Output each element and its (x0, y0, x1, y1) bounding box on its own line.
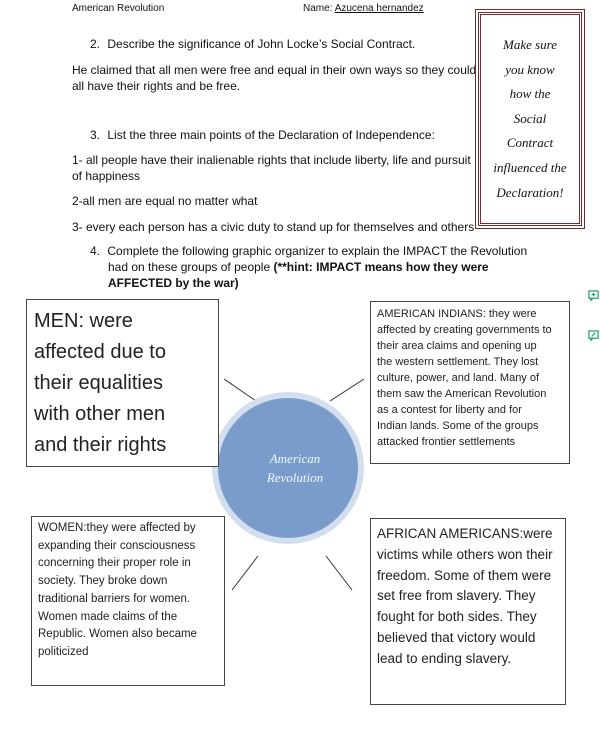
connector-women (232, 556, 258, 590)
question-3-number: 3. (90, 128, 101, 142)
indians-line: the western settlement. They lost (377, 356, 539, 368)
callout-line: you know (505, 61, 555, 77)
point-1-line-1: 1- all people have their inalienable rights that include liberty, life and pursuit (72, 153, 471, 167)
question-4-line-2-regular: had on these groups of people (108, 260, 274, 274)
men-line: MEN: were (34, 310, 133, 332)
indians-line: their area claims and opening up (377, 340, 537, 352)
callout-line: Social (513, 110, 547, 126)
indians-line: them saw the American Revolution (377, 388, 547, 400)
callout-line: Contract (506, 135, 554, 151)
african-americans-box (370, 518, 566, 705)
african-line: believed that victory would (377, 629, 536, 645)
indians-line: Indian lands. Some of the groups (377, 420, 539, 432)
men-box (26, 299, 219, 467)
comment-add-icon[interactable] (588, 290, 599, 301)
side-action-icons (588, 290, 600, 370)
course-title: American Revolution (72, 3, 165, 14)
point-1-line-2: of happiness (72, 169, 141, 183)
american-indians-box (370, 301, 570, 464)
men-line: with other men (34, 403, 166, 425)
women-line: WOMEN:they were affected by (38, 522, 196, 534)
question-2-number: 2. (90, 37, 101, 51)
name-label: Name: (303, 3, 333, 14)
indians-line: culture, power, and land. Many of (377, 372, 540, 384)
women-line: traditional barriers for women. (38, 592, 191, 605)
women-line: society. They broke down (38, 575, 168, 588)
women-line: Women made claims of the (38, 610, 178, 623)
answer-3-point-2: 2-all men are equal no matter what (72, 194, 258, 208)
indians-line: affected by creating governments to (377, 324, 552, 336)
question-4-hint-line-2: AFFECTED by the war) (108, 276, 239, 290)
african-line: freedom. Some of them were (377, 567, 552, 583)
women-line: concerning their proper role in (38, 557, 191, 570)
question-4-hint: (**hint: IMPACT means how they were (273, 260, 489, 274)
question-3-text: List the three main points of the Declaration of Independence: (107, 128, 435, 142)
african-line: fought for both sides. They (377, 609, 537, 625)
connector-indians (330, 379, 364, 401)
callout-line: Declaration! (496, 184, 564, 200)
question-4-line-1: Complete the following graphic organizer to explain the IMPACT the Revolution (107, 244, 528, 258)
center-label-line-2: Revolution (266, 470, 324, 485)
women-line: Republic. Women also became (38, 628, 197, 641)
question-4-number: 4. (90, 244, 101, 258)
men-line: affected due to (34, 341, 166, 363)
women-line: politicized (38, 645, 89, 658)
callout-line: how the (509, 86, 551, 102)
african-line: AFRICAN AMERICANS:were (377, 526, 553, 541)
women-box-text (38, 520, 218, 662)
african-line: victims while others won their (377, 546, 553, 562)
men-box-text (34, 306, 211, 461)
men-line: and their rights (34, 434, 167, 456)
women-line: expanding their consciousness (38, 539, 196, 552)
african-line: set free from slavery. They (377, 588, 536, 604)
african-americans-box-text (377, 524, 559, 670)
indians-line: as a contest for liberty and for (377, 404, 522, 416)
connector-african-americans (326, 556, 352, 590)
center-label-line-1: American (269, 451, 321, 466)
answer-2-line-1: He claimed that all men were free and equal in their own ways so they could (72, 63, 477, 77)
center-circle-label (240, 449, 350, 487)
callout-line: Make sure (502, 37, 558, 52)
edit-suggest-icon[interactable] (588, 330, 599, 341)
name-value: Azucena hernandez (334, 3, 424, 14)
women-box (31, 516, 225, 686)
indians-line: attacked frontier settlements (377, 436, 516, 448)
men-line: their equalities (34, 372, 163, 394)
answer-3-point-3: 3- every each person has a civic duty to stand up for themselves and others (72, 220, 475, 234)
connector-men (224, 379, 256, 401)
indians-line: AMERICAN INDIANS: they were (377, 308, 537, 320)
question-2-text: Describe the significance of John Locke’s Social Contract. (107, 37, 416, 51)
american-indians-box-text (377, 306, 563, 450)
answer-2-line-2: all have their rights and be free. (72, 79, 241, 93)
african-line: lead to ending slavery. (377, 650, 512, 666)
callout-line: influenced the (493, 159, 567, 175)
